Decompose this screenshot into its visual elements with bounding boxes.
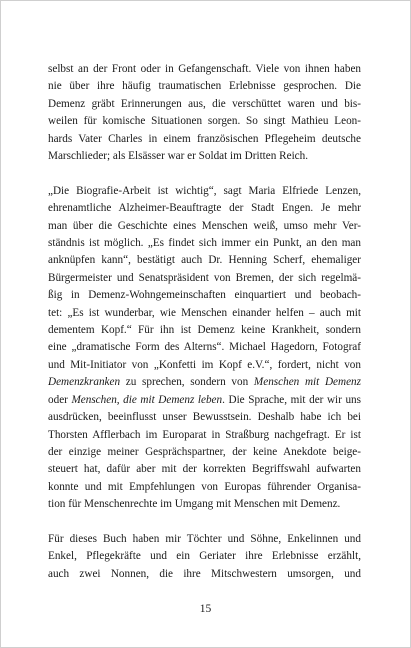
text-line: konnte und mit Empfehlungen von Europas führender Organisa- [48, 480, 361, 493]
paragraph-1 [48, 61, 361, 165]
paragraph-3 [48, 531, 361, 583]
text-line [48, 392, 361, 409]
italic-term: Demenzkranken [48, 376, 121, 389]
text-line: der einzige meiner Gesprächspartner, der keine Anekdote beige- [48, 445, 361, 458]
book-page-text [48, 61, 361, 583]
text-line: ständnis ist möglich. „Es findet sich immer ein Punkt, an den man [48, 237, 361, 250]
italic-term: Menschen, die mit Demenz leben [71, 393, 223, 406]
text-line: steuert hat, dafür aber mit der korrekten Begriffswahl aufwarten [48, 463, 361, 476]
text-line: tion für Menschenrechte im Umgang mit Menschen mit Demenz. [48, 498, 341, 511]
text-line: hards Vater Charles in einem französischen Pflegeheim deutsche [48, 132, 361, 145]
text-line: dementem Kopf.“ Für ihn ist Demenz keine Krankheit, sondern [48, 324, 361, 337]
text-run: oder [48, 393, 72, 406]
text-line: eine „dramatische Form des Alterns“. Michael Hagedorn, Fotograf [48, 341, 361, 354]
text-run: . Die Sprache, mit der wir uns [222, 393, 361, 406]
text-line: „Die Biografie-Arbeit ist wichtig“, sagt Maria Elfriede Lenzen, [48, 184, 361, 197]
text-line: selbst an der Front oder in Gefangenschaft. Viele von ihnen haben [48, 63, 361, 75]
text-line: auch zwei Nonnen, die ihre Mitschwestern umsorgen, und [48, 567, 361, 580]
text-line: Für dieses Buch haben mir Töchter und Söhne, Enkelinnen und [48, 532, 361, 545]
text-line: weilen für komische Situationen sorgen. So singt Mathieu Leon- [48, 115, 361, 128]
text-line: Thorsten Afflerbach im Europarat in Straßburg nachgefragt. Er ist [48, 428, 361, 441]
text-line: tet: „Es ist wunderbar, wie Menschen einander helfen – auch mit [48, 306, 361, 319]
text-line: ehrenamtliche Alzheimer-Beauftragte der Stadt Engen. Je mehr [48, 202, 361, 215]
text-run: zu sprechen, sondern von [120, 376, 254, 389]
page-number: 15 [199, 603, 212, 615]
text-line: ausdrücken, beeinflusst unser Bewusstsein. Deshalb habe ich bei [48, 411, 361, 424]
text-line: nie über ihre häufig traumatischen Erlebnisse gesprochen. Die [48, 80, 361, 93]
text-line: Bürgermeister und Senatspräsident von Bremen, der sich regelmä- [48, 271, 361, 284]
paragraph-2 [48, 183, 361, 514]
text-line: ßig in Demenz-Wohngemeinschaften einquartiert und beobach- [48, 289, 361, 302]
text-line: Marschlieder; als Elsässer war er Soldat im Dritten Reich. [48, 150, 309, 163]
text-line [48, 374, 361, 391]
italic-term: Menschen mit Demenz [253, 376, 361, 389]
text-line: Enkel, Pflegekräfte und ein Geriater ihre Erlebnisse erzählt, [48, 550, 361, 563]
text-line: und Mit-Initiator von „Konfetti im Kopf e.V.“, fordert, nicht von [48, 358, 361, 371]
text-line: Demenz gräbt Erinnerungen aus, die verschüttet waren und bis- [48, 97, 361, 110]
text-line: man über die Geschichte eines Menschen weiß, umso mehr Ver- [48, 219, 361, 232]
text-line: anknüpfen kann“, bestätigt auch Dr. Henning Scherf, ehemaliger [48, 254, 361, 267]
